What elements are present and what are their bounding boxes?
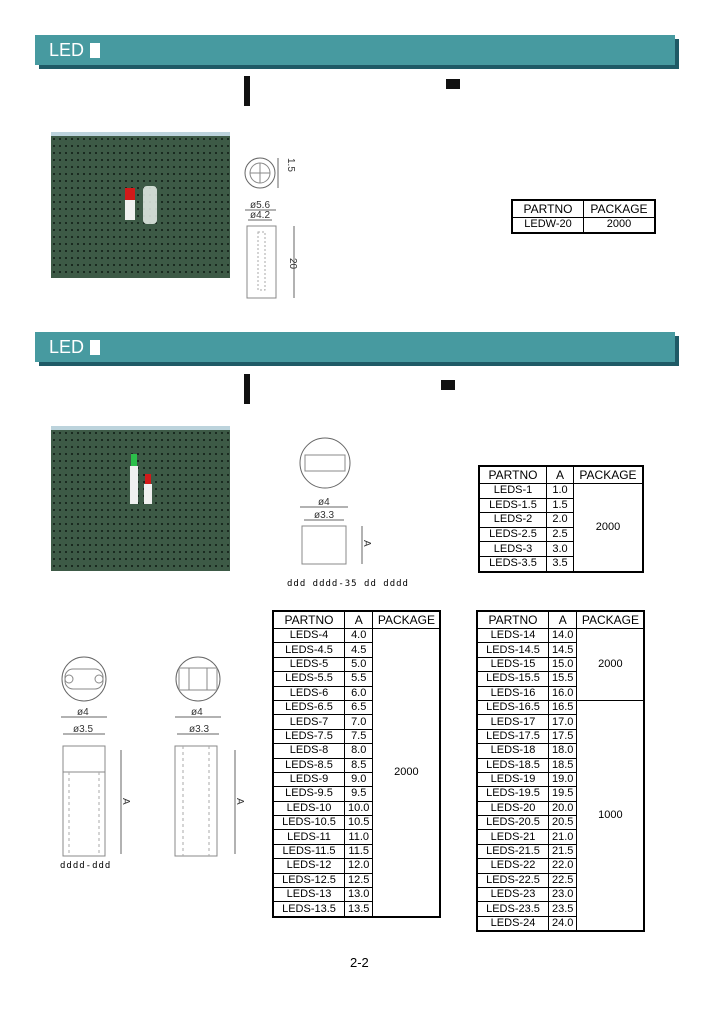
header-partno: PARTNO <box>273 611 345 629</box>
cell-a: 11.0 <box>345 830 373 844</box>
left-dim-3: A <box>120 798 131 805</box>
cell-partno: LEDS-20 <box>477 801 549 815</box>
cell-partno: LEDS-13.5 <box>273 902 345 917</box>
table-b <box>476 610 645 932</box>
cell-a: 11.5 <box>345 844 373 858</box>
table-row <box>512 218 655 233</box>
section1-dim-1: 1.5 <box>285 158 296 172</box>
section2-photo <box>51 426 230 571</box>
section2-caption: ddd dddd-35 dd dddd <box>287 579 409 589</box>
cell-a: 2.0 <box>547 513 574 528</box>
cell-partno: LEDS-22 <box>477 859 549 873</box>
cell-partno: LEDS-4.5 <box>273 643 345 657</box>
table-header-row <box>273 611 440 629</box>
cell-partno: LEDS-18.5 <box>477 758 549 772</box>
cell-partno: LEDS-5 <box>273 657 345 671</box>
cell-a: 4.5 <box>345 643 373 657</box>
cell-a: 9.0 <box>345 772 373 786</box>
cell-a: 23.0 <box>549 888 577 902</box>
cell-partno: LEDS-2 <box>479 513 547 528</box>
cell-a: 10.0 <box>345 801 373 815</box>
cell-a: 5.5 <box>345 672 373 686</box>
section1-photo <box>51 132 230 278</box>
table-header-row <box>479 466 643 484</box>
section1-drawing <box>236 140 316 310</box>
section2-photo-graphic <box>51 430 230 571</box>
cell-partno: LEDS-8 <box>273 744 345 758</box>
section1-table <box>511 199 656 234</box>
cell-partno: LEDS-1.5 <box>479 498 547 513</box>
cell-partno: LEDS-10.5 <box>273 816 345 830</box>
cell-a: 8.5 <box>345 758 373 772</box>
page-number: 2-2 <box>350 955 369 970</box>
cell-partno: LEDS-20.5 <box>477 816 549 830</box>
cell-package: 2000 <box>577 629 645 701</box>
cell-partno: LEDS-16 <box>477 686 549 700</box>
cell-partno: LEDW-20 <box>512 218 584 233</box>
cell-partno: LEDS-21 <box>477 830 549 844</box>
cell-a: 3.5 <box>547 556 574 571</box>
cell-partno: LEDS-4 <box>273 629 345 643</box>
cell-a: 2.5 <box>547 527 574 542</box>
cell-partno: LEDS-12.5 <box>273 873 345 887</box>
cell-partno: LEDS-19.5 <box>477 787 549 801</box>
right-dim-3: A <box>234 798 245 805</box>
section1-header <box>35 35 675 65</box>
section2-glyph-right <box>441 380 455 390</box>
table-header-row <box>477 611 644 629</box>
header-package: PACKAGE <box>577 611 645 629</box>
cell-partno: LEDS-8.5 <box>273 758 345 772</box>
cell-a: 10.5 <box>345 816 373 830</box>
cell-partno: LEDS-3 <box>479 542 547 557</box>
cell-partno: LEDS-10 <box>273 801 345 815</box>
cell-partno: LEDS-11.5 <box>273 844 345 858</box>
cell-a: 20.0 <box>549 801 577 815</box>
cell-partno: LEDS-16.5 <box>477 700 549 714</box>
cell-partno: LEDS-1 <box>479 484 547 499</box>
cell-a: 14.0 <box>549 629 577 643</box>
header-partno: PARTNO <box>512 200 584 218</box>
cell-a: 19.0 <box>549 772 577 786</box>
cell-partno: LEDS-15 <box>477 657 549 671</box>
cell-partno: LEDS-7.5 <box>273 729 345 743</box>
cell-a: 19.5 <box>549 787 577 801</box>
cell-a: 24.0 <box>549 916 577 931</box>
cell-a: 17.0 <box>549 715 577 729</box>
cell-a: 18.0 <box>549 744 577 758</box>
section2-title: LED <box>49 337 85 357</box>
section1-title: LED <box>49 40 85 60</box>
cell-partno: LEDS-23.5 <box>477 902 549 916</box>
cell-a: 7.0 <box>345 715 373 729</box>
cell-a: 22.5 <box>549 873 577 887</box>
table-header-row <box>512 200 655 218</box>
cell-a: 18.5 <box>549 758 577 772</box>
cell-a: 22.0 <box>549 859 577 873</box>
cell-partno: LEDS-11 <box>273 830 345 844</box>
cell-partno: LEDS-15.5 <box>477 672 549 686</box>
section2-dim-1: ø4 <box>318 497 330 508</box>
cell-a: 1.0 <box>547 484 574 499</box>
cell-partno: LEDS-5.5 <box>273 672 345 686</box>
table-row <box>477 700 644 714</box>
header-partno: PARTNO <box>477 611 549 629</box>
cell-a: 16.5 <box>549 700 577 714</box>
cell-partno: LEDS-3.5 <box>479 556 547 571</box>
section1-dim-3: ø4.2 <box>250 210 271 221</box>
cell-a: 6.5 <box>345 700 373 714</box>
section1-title-glyph <box>90 43 100 58</box>
cell-partno: LEDS-13 <box>273 888 345 902</box>
cell-partno: LEDS-19 <box>477 772 549 786</box>
header-a: A <box>547 466 574 484</box>
section1-glyph-left <box>244 76 250 106</box>
header-a: A <box>549 611 577 629</box>
cell-partno: LEDS-9 <box>273 772 345 786</box>
cell-a: 4.0 <box>345 629 373 643</box>
section2-dim-3: A <box>361 540 372 547</box>
section2-dim-2: ø3.3 <box>314 510 335 521</box>
cell-a: 14.5 <box>549 643 577 657</box>
section1-dim-4: 20 <box>287 258 298 270</box>
cell-partno: LEDS-18 <box>477 744 549 758</box>
cell-a: 13.0 <box>345 888 373 902</box>
section1-dim-2: ø5.6 <box>250 200 271 211</box>
cell-partno: LEDS-6.5 <box>273 700 345 714</box>
cell-a: 5.0 <box>345 657 373 671</box>
section1-photo-graphic <box>51 136 230 278</box>
cell-partno: LEDS-21.5 <box>477 844 549 858</box>
cell-a: 15.5 <box>549 672 577 686</box>
table-row <box>273 629 440 643</box>
cell-partno: LEDS-7 <box>273 715 345 729</box>
cell-partno: LEDS-23 <box>477 888 549 902</box>
cell-a: 13.5 <box>345 902 373 917</box>
cell-a: 3.0 <box>547 542 574 557</box>
header-partno: PARTNO <box>479 466 547 484</box>
cell-partno: LEDS-17 <box>477 715 549 729</box>
cell-package: 1000 <box>577 700 645 931</box>
cell-partno: LEDS-12 <box>273 859 345 873</box>
cell-partno: LEDS-9.5 <box>273 787 345 801</box>
right-dim-1: ø4 <box>191 707 203 718</box>
lower-drawings <box>55 654 255 864</box>
cell-partno: LEDS-2.5 <box>479 527 547 542</box>
cell-a: 8.0 <box>345 744 373 758</box>
cell-a: 1.5 <box>547 498 574 513</box>
cell-a: 7.5 <box>345 729 373 743</box>
section2-title-glyph <box>90 340 100 355</box>
cell-package: 2000 <box>574 484 644 572</box>
cell-a: 12.5 <box>345 873 373 887</box>
cell-package: 2000 <box>373 629 441 917</box>
cell-partno: LEDS-24 <box>477 916 549 931</box>
cell-a: 16.0 <box>549 686 577 700</box>
table-row <box>479 484 643 499</box>
cell-partno: LEDS-14.5 <box>477 643 549 657</box>
left-dim-2: ø3.5 <box>73 724 94 735</box>
section2-glyph-left <box>244 374 250 404</box>
cell-a: 21.0 <box>549 830 577 844</box>
table-row <box>477 629 644 643</box>
cell-a: 23.5 <box>549 902 577 916</box>
section1-glyph-right <box>446 79 460 89</box>
header-a: A <box>345 611 373 629</box>
cell-a: 6.0 <box>345 686 373 700</box>
cell-a: 9.5 <box>345 787 373 801</box>
cell-a: 20.5 <box>549 816 577 830</box>
header-package: PACKAGE <box>584 200 656 218</box>
cell-a: 17.5 <box>549 729 577 743</box>
cell-a: 15.0 <box>549 657 577 671</box>
cell-partno: LEDS-22.5 <box>477 873 549 887</box>
cell-a: 12.0 <box>345 859 373 873</box>
section2-caption2: dddd-ddd <box>60 861 112 871</box>
section2-header <box>35 332 675 362</box>
small-table <box>478 465 644 573</box>
header-package: PACKAGE <box>373 611 441 629</box>
table-a <box>272 610 441 918</box>
cell-package: 2000 <box>584 218 656 233</box>
cell-partno: LEDS-6 <box>273 686 345 700</box>
left-dim-1: ø4 <box>77 707 89 718</box>
cell-a: 21.5 <box>549 844 577 858</box>
right-dim-2: ø3.3 <box>189 724 210 735</box>
section2-drawing <box>288 436 378 571</box>
header-package: PACKAGE <box>574 466 644 484</box>
cell-partno: LEDS-17.5 <box>477 729 549 743</box>
cell-partno: LEDS-14 <box>477 629 549 643</box>
